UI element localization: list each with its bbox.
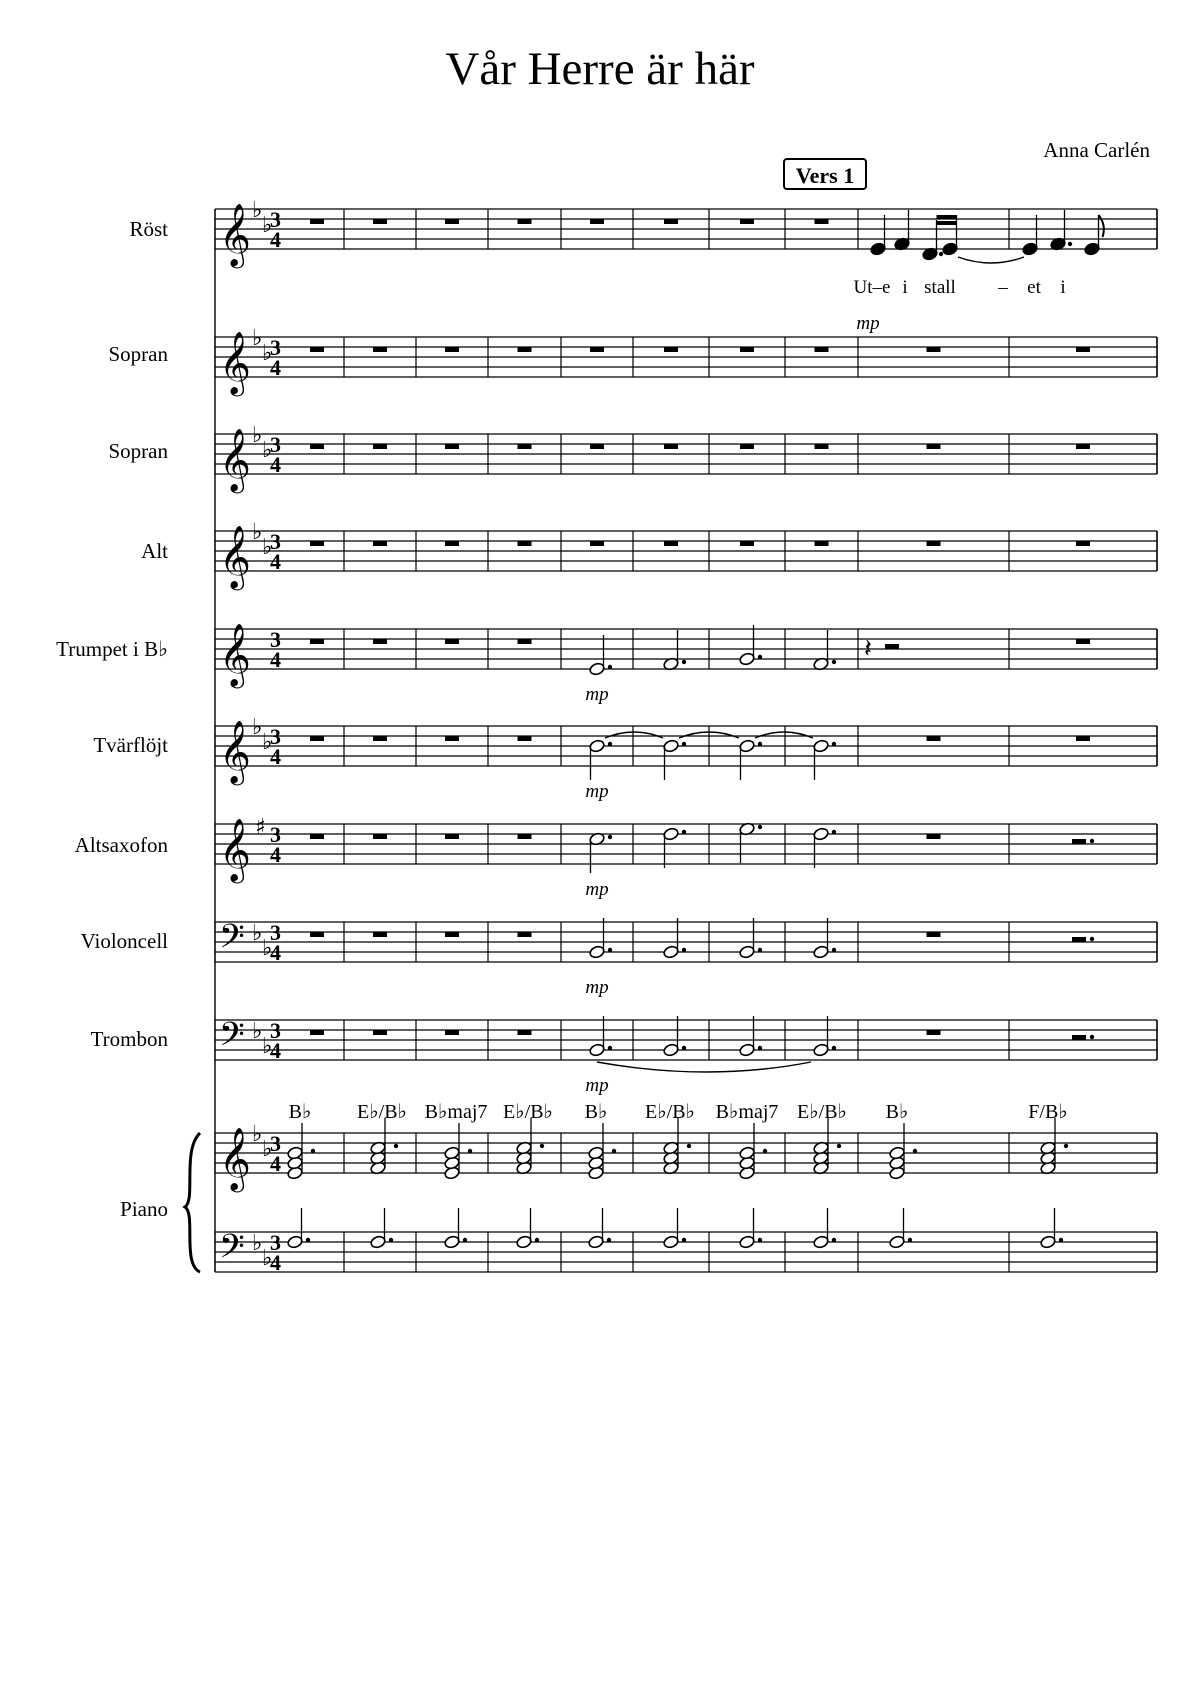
note-head xyxy=(588,1235,605,1249)
note-head xyxy=(589,945,606,959)
aug-dot xyxy=(1090,839,1094,843)
whole-rest xyxy=(445,932,459,937)
lyric-syllable: i xyxy=(1060,277,1066,298)
sharp-icon: ♯ xyxy=(255,815,266,840)
time-sig-top: 3 xyxy=(270,335,281,360)
aug-dot xyxy=(832,948,836,952)
lyric-syllable: – xyxy=(998,277,1008,298)
chord-symbol: E♭/B♭ xyxy=(797,1101,847,1123)
whole-rest xyxy=(518,219,532,224)
aug-dot xyxy=(306,1238,310,1242)
staff-2 xyxy=(215,434,1157,474)
flat-icon: ♭ xyxy=(252,1122,263,1147)
note-head xyxy=(870,242,887,256)
aug-dot xyxy=(832,1238,836,1242)
whole-rest xyxy=(815,541,829,546)
whole-rest xyxy=(815,444,829,449)
dynamic-mp: mp xyxy=(585,684,609,705)
time-sig-top: 3 xyxy=(270,1230,281,1255)
instrument-label: Sopran xyxy=(108,342,168,366)
time-sig-bottom: 4 xyxy=(270,647,281,672)
whole-rest xyxy=(310,541,324,546)
aug-dot xyxy=(463,1238,467,1242)
whole-rest xyxy=(740,219,754,224)
whole-rest xyxy=(927,834,941,839)
whole-rest xyxy=(927,347,941,352)
note-head xyxy=(663,827,680,841)
aug-dot xyxy=(607,1238,611,1242)
aug-dot xyxy=(682,830,686,834)
aug-dot xyxy=(939,252,943,256)
tie xyxy=(605,732,663,738)
whole-rest xyxy=(518,347,532,352)
note-head xyxy=(589,662,606,676)
note-head xyxy=(1022,242,1039,256)
treble-clef-icon: 𝄞 xyxy=(219,331,251,394)
flat-icon: ♭ xyxy=(252,423,263,448)
whole-rest xyxy=(518,444,532,449)
aug-dot xyxy=(687,1144,691,1148)
treble-clef-icon: 𝄞 xyxy=(219,720,251,783)
staff-4 xyxy=(215,629,1157,669)
whole-rest xyxy=(1076,736,1090,741)
dynamic-mp: mp xyxy=(856,313,880,334)
flat-icon: ♭ xyxy=(252,198,263,223)
whole-rest xyxy=(445,639,459,644)
whole-rest xyxy=(1076,639,1090,644)
flat-icon: ♭ xyxy=(262,535,273,560)
aug-dot xyxy=(758,825,762,829)
notes xyxy=(287,210,1104,1249)
aug-dot xyxy=(1064,1144,1068,1148)
note-head xyxy=(589,1043,606,1057)
instrument-label: Altsaxofon xyxy=(74,833,168,857)
note-head xyxy=(1084,242,1101,256)
note-head xyxy=(663,739,680,753)
note-head xyxy=(889,1235,906,1249)
aug-dot xyxy=(1059,1238,1063,1242)
flat-icon: ♭ xyxy=(252,921,263,946)
bass-clef-icon: 𝄢 xyxy=(219,918,245,964)
aug-dot xyxy=(763,1149,767,1153)
note-head xyxy=(739,1146,756,1160)
whole-rest xyxy=(445,541,459,546)
aug-dot xyxy=(540,1144,544,1148)
bass-clef-icon: 𝄢 xyxy=(219,1228,245,1274)
chord-symbol: E♭/B♭ xyxy=(503,1101,553,1123)
whole-rest xyxy=(1076,347,1090,352)
whole-rest xyxy=(740,444,754,449)
instrument-label: Röst xyxy=(129,217,168,241)
note-head xyxy=(444,1235,461,1249)
whole-rest xyxy=(518,639,532,644)
whole-rest xyxy=(815,219,829,224)
whole-rest xyxy=(518,541,532,546)
note-head xyxy=(739,739,756,753)
treble-clef-icon: 𝄞 xyxy=(219,525,251,588)
whole-rest xyxy=(445,736,459,741)
whole-rest xyxy=(590,541,604,546)
aug-dot xyxy=(468,1149,472,1153)
whole-rest xyxy=(373,1030,387,1035)
whole-rest xyxy=(310,639,324,644)
rehearsal-mark xyxy=(784,159,866,189)
aug-dot xyxy=(1090,937,1094,941)
whole-rest xyxy=(927,541,941,546)
whole-rest xyxy=(373,639,387,644)
whole-rest xyxy=(590,347,604,352)
note-head xyxy=(663,945,680,959)
whole-rest xyxy=(445,347,459,352)
rehearsal-label: Vers 1 xyxy=(795,163,855,188)
time-sig-top: 3 xyxy=(270,822,281,847)
treble-clef-icon: 𝄞 xyxy=(219,623,251,686)
time-sig-top: 3 xyxy=(270,1131,281,1156)
dynamic-mp: mp xyxy=(585,879,609,900)
aug-dot xyxy=(832,660,836,664)
time-sig-top: 3 xyxy=(270,920,281,945)
staff-7 xyxy=(215,922,1157,962)
note-head xyxy=(287,1235,304,1249)
note-head xyxy=(663,1043,680,1057)
note-head xyxy=(942,242,959,256)
whole-rest xyxy=(664,444,678,449)
treble-clef-icon: 𝄞 xyxy=(219,818,251,881)
aug-dot xyxy=(1090,1035,1094,1039)
time-sig-bottom: 4 xyxy=(270,1151,281,1176)
aug-dot xyxy=(682,1238,686,1242)
aug-dot xyxy=(389,1238,393,1242)
whole-rest xyxy=(1076,541,1090,546)
whole-rest xyxy=(664,219,678,224)
whole-rest xyxy=(373,736,387,741)
time-sig-top: 3 xyxy=(270,529,281,554)
flat-icon: ♭ xyxy=(252,520,263,545)
instrument-label: Sopran xyxy=(108,439,168,463)
whole-rest xyxy=(373,541,387,546)
whole-rest xyxy=(518,736,532,741)
aug-dot xyxy=(612,1149,616,1153)
aug-dot xyxy=(758,1046,762,1050)
note-head xyxy=(813,739,830,753)
whole-rest xyxy=(373,834,387,839)
note-head xyxy=(739,945,756,959)
note-head xyxy=(889,1146,906,1160)
whole-rest xyxy=(310,444,324,449)
aug-dot xyxy=(535,1238,539,1242)
instrument-label: Alt xyxy=(141,539,168,563)
instrument-label: Piano xyxy=(120,1197,168,1221)
flat-icon: ♭ xyxy=(252,326,263,351)
half-rest xyxy=(885,644,899,649)
aug-dot xyxy=(682,948,686,952)
treble-clef-icon: 𝄞 xyxy=(219,428,251,491)
note-head xyxy=(813,827,830,841)
dynamic-mp: mp xyxy=(585,1075,609,1096)
note-head xyxy=(287,1146,304,1160)
flat-icon: ♭ xyxy=(262,1137,273,1162)
aug-dot xyxy=(758,655,762,659)
lyric-syllable: stall xyxy=(924,277,956,298)
chord-symbol: B♭ xyxy=(584,1101,608,1123)
note-head xyxy=(589,739,606,753)
whole-rest xyxy=(927,444,941,449)
flat-icon: ♭ xyxy=(262,1034,273,1059)
instrument-label: Trombon xyxy=(90,1027,168,1051)
bass-clef-icon: 𝄢 xyxy=(219,1016,245,1062)
staff-3 xyxy=(215,531,1157,571)
chord-symbol: F/B♭ xyxy=(1028,1101,1068,1123)
half-rest xyxy=(1072,937,1086,942)
whole-rest xyxy=(373,347,387,352)
note-head xyxy=(516,1235,533,1249)
note-head xyxy=(370,1235,387,1249)
flat-icon: ♭ xyxy=(262,438,273,463)
whole-rest xyxy=(310,736,324,741)
whole-rest xyxy=(445,834,459,839)
time-sig-top: 3 xyxy=(270,432,281,457)
time-sig-bottom: 4 xyxy=(270,549,281,574)
dynamic-mp: mp xyxy=(585,781,609,802)
whole-rest xyxy=(445,219,459,224)
whole-rest xyxy=(927,932,941,937)
aug-dot xyxy=(832,830,836,834)
flat-icon: ♭ xyxy=(252,715,263,740)
time-sig-top: 3 xyxy=(270,724,281,749)
whole-rest xyxy=(373,219,387,224)
chord-symbol: E♭/B♭ xyxy=(645,1101,695,1123)
whole-rest xyxy=(518,834,532,839)
instrument-label: Violoncell xyxy=(80,929,168,953)
whole-rest xyxy=(373,444,387,449)
aug-dot xyxy=(758,1238,762,1242)
flat-icon: ♭ xyxy=(262,1246,273,1271)
lyric-syllable: et xyxy=(1027,277,1041,298)
aug-dot xyxy=(682,660,686,664)
score-text xyxy=(289,159,1068,1123)
time-sig-bottom: 4 xyxy=(270,744,281,769)
whole-rest xyxy=(664,541,678,546)
whole-rest xyxy=(373,932,387,937)
flat-icon: ♭ xyxy=(262,341,273,366)
whole-rest xyxy=(445,444,459,449)
staff-5 xyxy=(215,726,1157,766)
aug-dot xyxy=(608,835,612,839)
instrument-label: Tvärflöjt xyxy=(93,733,168,757)
whole-rest xyxy=(590,219,604,224)
time-sig-bottom: 4 xyxy=(270,1250,281,1275)
whole-rest xyxy=(310,834,324,839)
aug-dot xyxy=(832,742,836,746)
staff-6 xyxy=(215,824,1157,864)
time-sig-bottom: 4 xyxy=(270,842,281,867)
whole-rest xyxy=(740,347,754,352)
whole-rest xyxy=(310,1030,324,1035)
whole-rest xyxy=(927,736,941,741)
note-head xyxy=(739,1235,756,1249)
aug-dot xyxy=(608,948,612,952)
aug-dot xyxy=(682,1046,686,1050)
half-rest xyxy=(1072,1035,1086,1040)
lyric-syllable: Ut–e xyxy=(853,277,891,298)
note-head xyxy=(813,1043,830,1057)
whole-rest xyxy=(518,1030,532,1035)
flat-icon: ♭ xyxy=(262,936,273,961)
instrument-label: Trumpet i B♭ xyxy=(56,637,168,661)
note-head xyxy=(739,652,756,666)
whole-rest xyxy=(664,347,678,352)
aug-dot xyxy=(913,1149,917,1153)
flat-icon: ♭ xyxy=(262,730,273,755)
score-title: Vår Herre är här xyxy=(445,43,755,95)
half-rest xyxy=(1072,839,1086,844)
tie xyxy=(755,732,813,738)
slur xyxy=(597,1062,811,1072)
whole-rest xyxy=(1076,444,1090,449)
chord-symbol: E♭/B♭ xyxy=(357,1101,407,1123)
time-sig-bottom: 4 xyxy=(270,227,281,252)
instrument-labels xyxy=(56,217,168,1221)
whole-rest xyxy=(310,219,324,224)
time-sig-bottom: 4 xyxy=(270,940,281,965)
aug-dot xyxy=(1068,242,1072,246)
dynamic-mp: mp xyxy=(585,977,609,998)
staff-1 xyxy=(215,337,1157,377)
note-head xyxy=(813,945,830,959)
chord-symbol: B♭ xyxy=(885,1101,909,1123)
whole-rest xyxy=(927,1030,941,1035)
aug-dot xyxy=(837,1144,841,1148)
whole-rest xyxy=(815,347,829,352)
note-head xyxy=(739,1043,756,1057)
aug-dot xyxy=(908,1238,912,1242)
time-sig-top: 3 xyxy=(270,1018,281,1043)
flat-icon: ♭ xyxy=(252,1231,263,1256)
time-sig-bottom: 4 xyxy=(270,1038,281,1063)
flat-icon: ♭ xyxy=(262,213,273,238)
whole-rest xyxy=(740,541,754,546)
flat-icon: ♭ xyxy=(252,1019,263,1044)
time-sig-bottom: 4 xyxy=(270,355,281,380)
time-sig-top: 3 xyxy=(270,627,281,652)
aug-dot xyxy=(608,665,612,669)
treble-clef-icon: 𝄞 xyxy=(219,1127,251,1190)
whole-rest xyxy=(445,1030,459,1035)
staff-8 xyxy=(215,1020,1157,1060)
treble-clef-icon: 𝄞 xyxy=(219,203,251,266)
chord-symbol: B♭maj7 xyxy=(424,1101,488,1123)
chord-symbol: B♭maj7 xyxy=(715,1101,779,1123)
note-head xyxy=(1040,1235,1057,1249)
aug-dot xyxy=(608,1046,612,1050)
chord-symbol: B♭ xyxy=(288,1101,312,1123)
note-head xyxy=(588,1146,605,1160)
composer-name: Anna Carlén xyxy=(1043,138,1150,162)
note-head xyxy=(813,1235,830,1249)
quarter-rest-icon: 𝄽 xyxy=(864,634,872,664)
aug-dot xyxy=(608,742,612,746)
note-head xyxy=(663,1235,680,1249)
note-head xyxy=(444,1146,461,1160)
whole-rest xyxy=(310,347,324,352)
piano-brace xyxy=(185,1133,200,1272)
staff-0 xyxy=(215,209,1157,249)
note-flag xyxy=(1099,215,1104,237)
whole-rest xyxy=(590,444,604,449)
aug-dot xyxy=(682,742,686,746)
tie xyxy=(958,257,1024,263)
time-sig-bottom: 4 xyxy=(270,452,281,477)
whole-rest xyxy=(518,932,532,937)
aug-dot xyxy=(311,1149,315,1153)
aug-dot xyxy=(832,1046,836,1050)
whole-rest xyxy=(310,932,324,937)
aug-dot xyxy=(758,742,762,746)
aug-dot xyxy=(758,948,762,952)
lyric-syllable: i xyxy=(902,277,908,298)
aug-dot xyxy=(394,1144,398,1148)
staff-9 xyxy=(215,1133,1157,1173)
time-sig-top: 3 xyxy=(270,207,281,232)
staff-10 xyxy=(215,1232,1157,1272)
